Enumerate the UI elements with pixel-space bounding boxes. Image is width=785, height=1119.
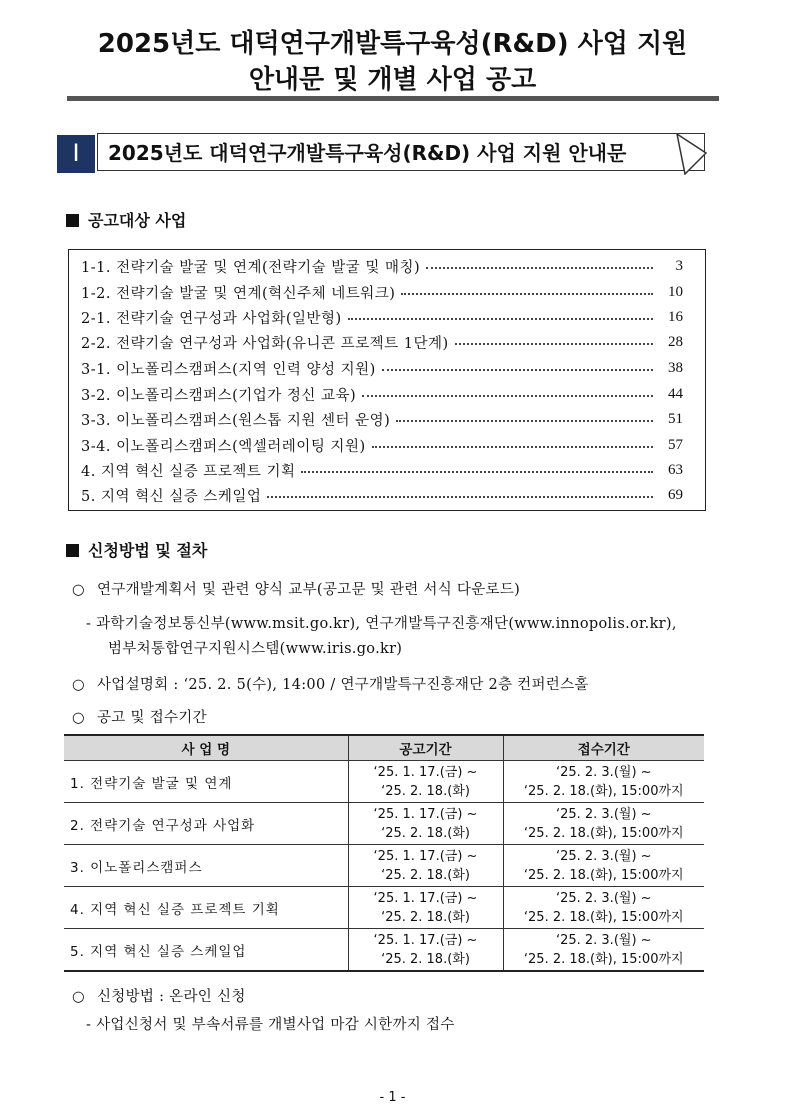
toc-item[interactable]: 1-2. 전략기술 발굴 및 연계(혁신주체 네트워크) 10: [81, 283, 683, 302]
heading-method: [66, 538, 207, 561]
square-bullet-icon: [66, 544, 79, 557]
table-row: 4. 지역 혁신 실증 프로젝트 기획 ‘25. 1. 17.(금) ~ ‘25. 2. 18.(화) ‘25. 2. 3.(월) ~ ‘25. 2. 18.(화), 15:00까지: [64, 887, 704, 929]
heading-method-text: 신청방법 및 절차: [88, 541, 208, 560]
title-divider: [67, 96, 719, 101]
sub-item-apply: - 사업신청서 및 부속서류를 개별사업 마감 시한까지 접수: [86, 1017, 455, 1033]
bullet-item-period: ○ 공고 및 접수기간: [72, 710, 207, 726]
page-number: - 1 -: [379, 1090, 406, 1105]
bullet-item-briefing: ○ 사업설명회 : ‘25. 2. 5(수), 14:00 / 연구개발특구진흥재단 2층 컨퍼런스홀: [72, 677, 589, 693]
circle-bullet-icon: ○: [72, 582, 85, 598]
sub-item-sites: - 과학기술정보통신부(www.msit.go.kr), 연구개발특구진흥재단(www.innopolis.or.kr),: [86, 616, 677, 632]
heading-targets: [66, 208, 186, 231]
folded-corner-icon: [667, 133, 707, 175]
col-program: 사 업 명: [64, 735, 348, 761]
table-row: 3. 이노폴리스캠퍼스 ‘25. 1. 17.(금) ~ ‘25. 2. 18.(화) ‘25. 2. 3.(월) ~ ‘25. 2. 18.(화), 15:00까지: [64, 845, 704, 887]
table-row: 1. 전략기술 발굴 및 연계 ‘25. 1. 17.(금) ~ ‘25. 2. 18.(화) ‘25. 2. 3.(월) ~ ‘25. 2. 18.(화), 15:00까지: [64, 761, 704, 803]
toc-item[interactable]: 2-1. 전략기술 연구성과 사업화(일반형) 16: [81, 308, 683, 327]
schedule-table: [64, 734, 704, 972]
table-row: 2. 전략기술 연구성과 사업화 ‘25. 1. 17.(금) ~ ‘25. 2. 18.(화) ‘25. 2. 3.(월) ~ ‘25. 2. 18.(화), 15:00까지: [64, 803, 704, 845]
heading-targets-text: 공고대상 사업: [88, 211, 187, 230]
table-header-row: [64, 735, 704, 761]
table-row: 5. 지역 혁신 실증 스케일업 ‘25. 1. 17.(금) ~ ‘25. 2. 18.(화) ‘25. 2. 3.(월) ~ ‘25. 2. 18.(화), 15:00까지: [64, 929, 704, 972]
toc-item[interactable]: 3-2. 이노폴리스캠퍼스(기업가 정신 교육) 44: [81, 385, 683, 404]
toc-item[interactable]: 2-2. 전략기술 연구성과 사업화(유니콘 프로젝트 1단계) 28: [81, 333, 683, 352]
program-list-box: [68, 249, 706, 511]
toc-item[interactable]: 4. 지역 혁신 실증 프로젝트 기획 63: [81, 461, 683, 480]
circle-bullet-icon: ○: [72, 989, 85, 1005]
section-header: [57, 133, 707, 175]
sub-item-sites-cont: 범부처통합연구지원시스템(www.iris.go.kr): [108, 641, 403, 657]
toc-item[interactable]: 5. 지역 혁신 실증 스케일업 69: [81, 486, 683, 505]
circle-bullet-icon: ○: [72, 677, 85, 693]
toc-item[interactable]: 3-3. 이노폴리스캠퍼스(원스톱 지원 센터 운영) 51: [81, 410, 683, 429]
toc-item[interactable]: 3-4. 이노폴리스캠퍼스(엑셀러레이팅 지원) 57: [81, 436, 683, 455]
document-title-line2: 안내문 및 개별 사업 공고: [248, 65, 537, 95]
toc-item[interactable]: 3-1. 이노폴리스캠퍼스(지역 인력 양성 지원) 38: [81, 359, 683, 378]
square-bullet-icon: [66, 214, 79, 227]
col-notice-period: 공고기간: [348, 735, 503, 761]
bullet-item-forms: ○ 연구개발계획서 및 관련 양식 교부(공고문 및 관련 서식 다운로드): [72, 582, 521, 598]
bullet-item-apply: ○ 신청방법 : 온라인 신청: [72, 989, 246, 1005]
section-numeral: Ⅰ: [57, 135, 95, 173]
section-title: 2025년도 대덕연구개발특구육성(R&D) 사업 지원 안내문: [97, 133, 705, 171]
toc-item[interactable]: 1-1. 전략기술 발굴 및 연계(전략기술 발굴 및 매칭) 3: [81, 257, 683, 276]
document-title-line1: 2025년도 대덕연구개발특구육성(R&D) 사업 지원: [97, 29, 688, 59]
circle-bullet-icon: ○: [72, 710, 85, 726]
col-receipt-period: 접수기간: [503, 735, 704, 761]
